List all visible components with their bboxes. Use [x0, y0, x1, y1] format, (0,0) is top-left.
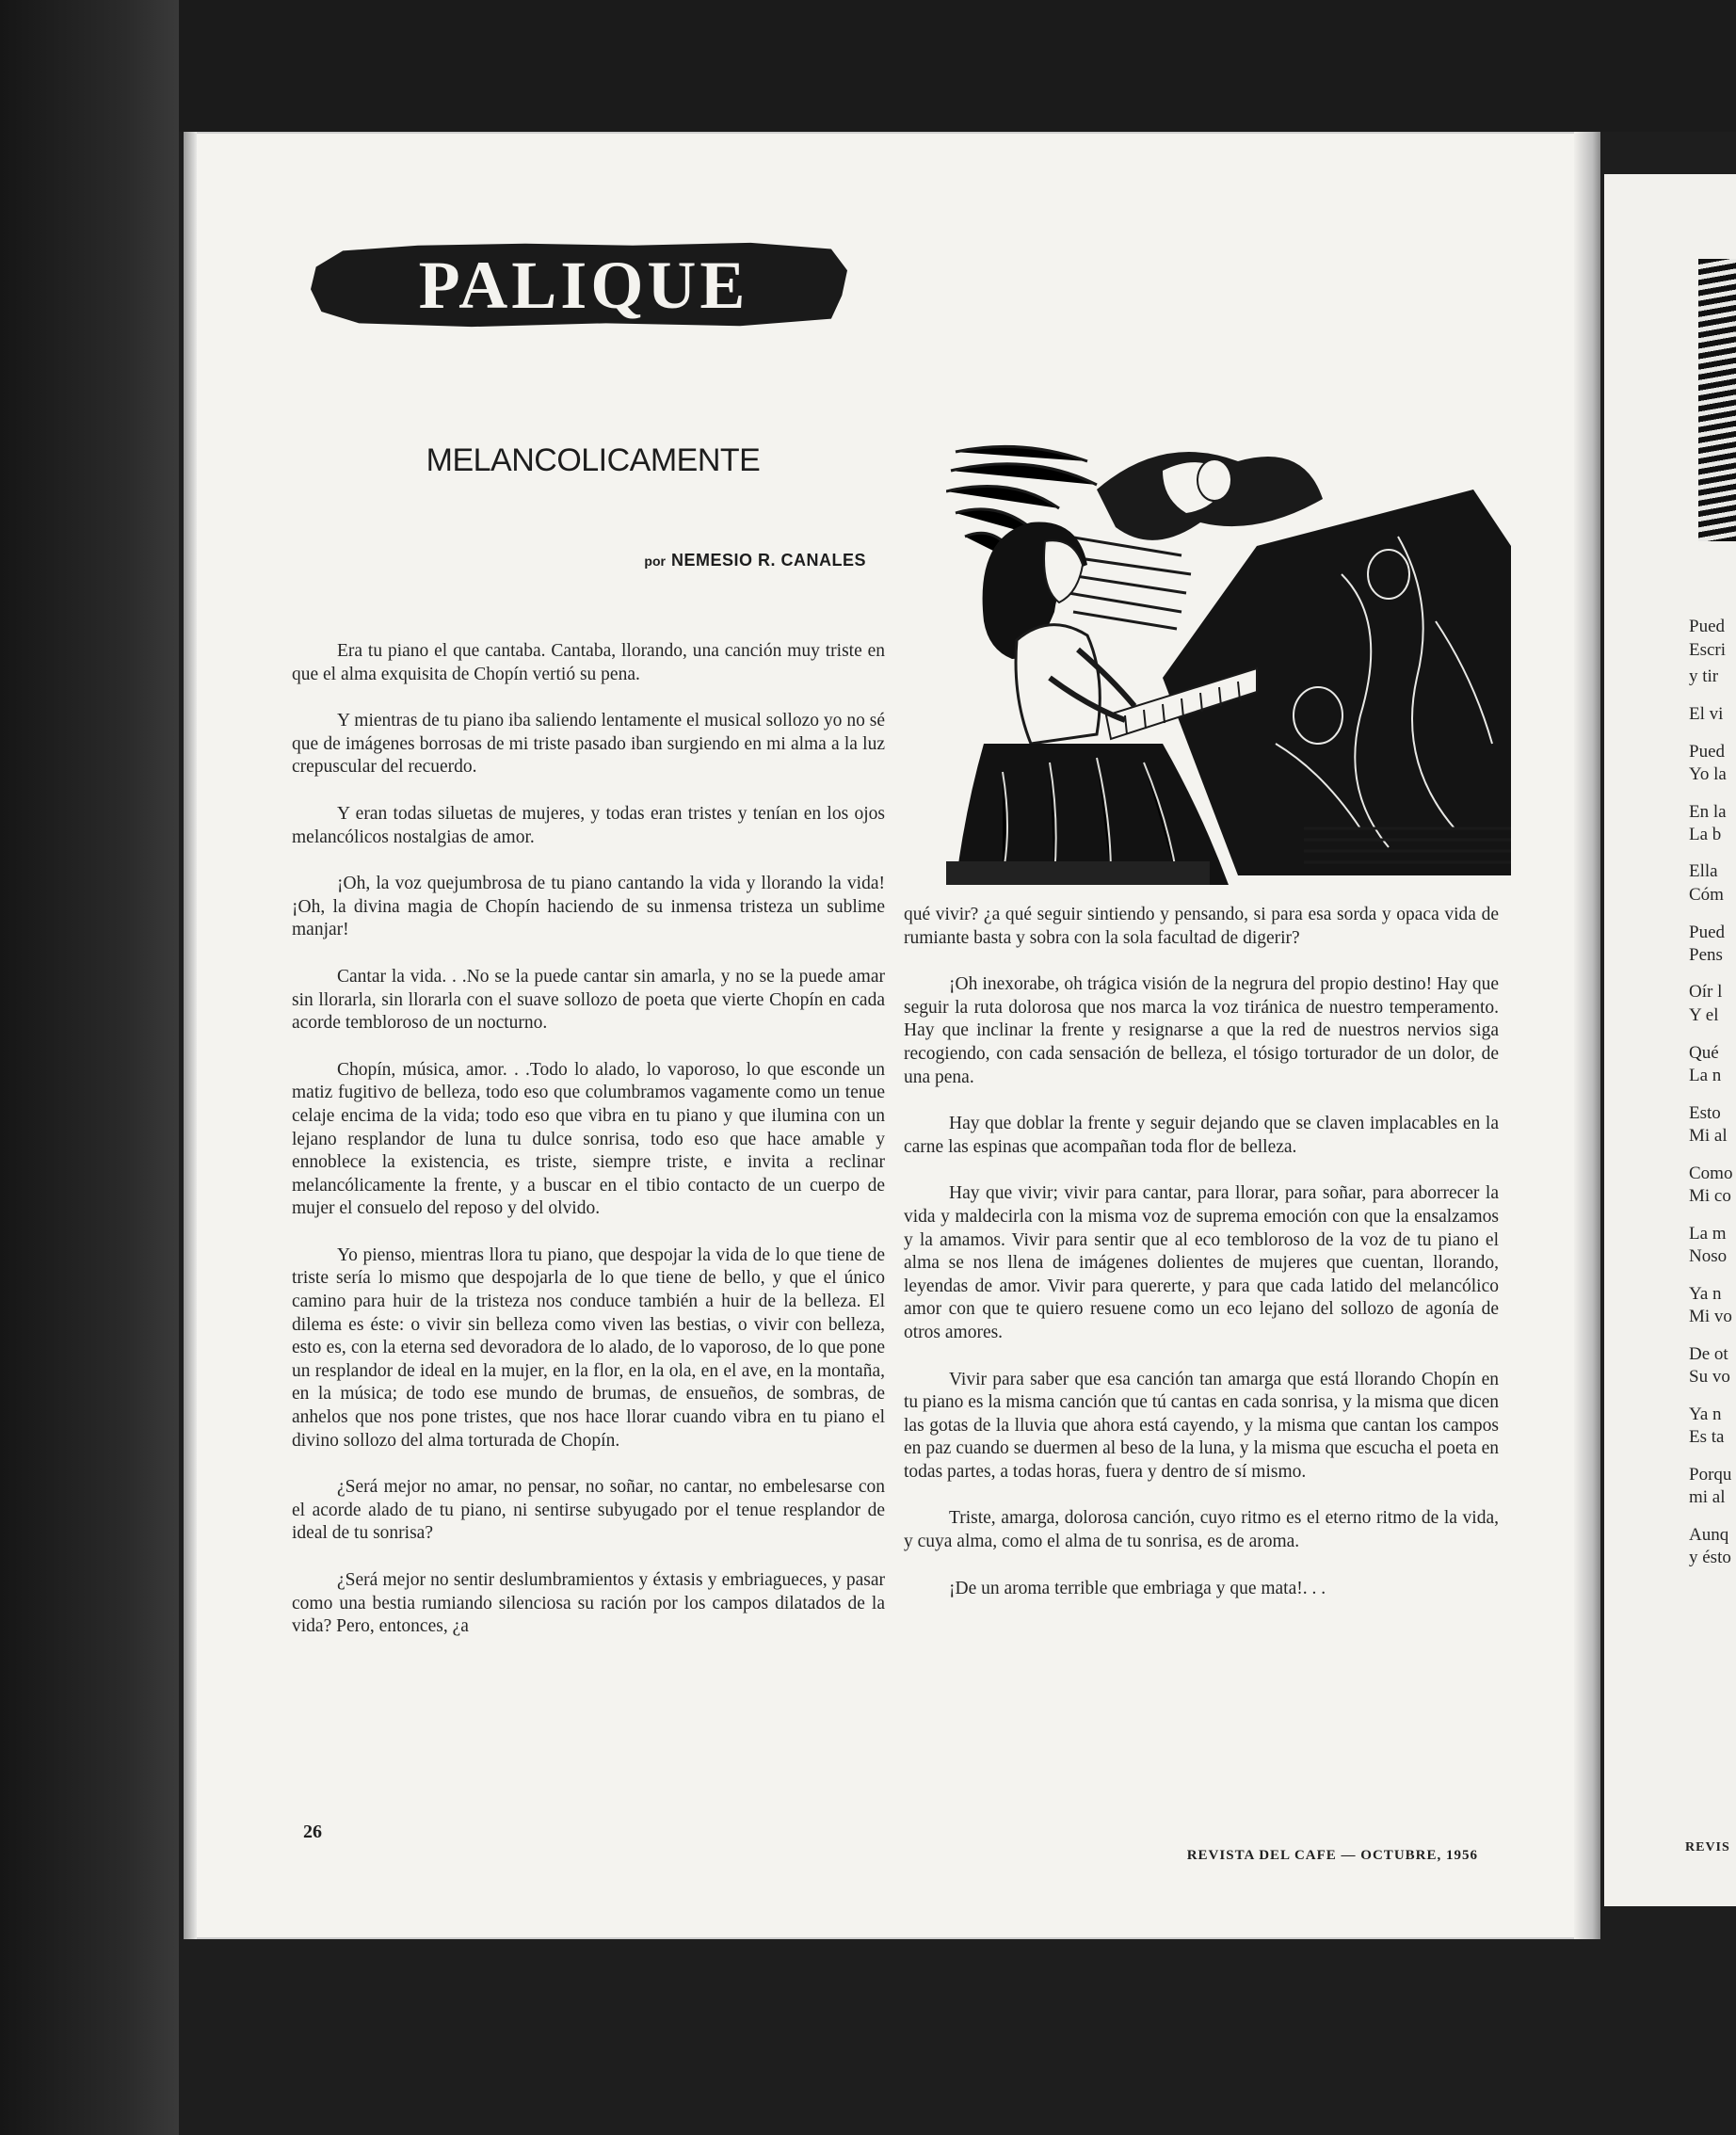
paragraph: Y mientras de tu piano iba saliendo lentamente el musical sollozo yo no sé que de imágenes borrosas de mi triste pasado iban surgiendo en mi alma a la luz crepuscular del recuerdo.	[292, 711, 885, 778]
paragraph: Y eran todas siluetas de mujeres, y todas eran tristes y tenían en los ojos melancólicos nostalgias de amor.	[292, 803, 885, 847]
running-footer: REVISTA DEL CAFE — OCTUBRE, 1956	[1186, 1848, 1478, 1863]
article-title: MELANCOLICAMENTE	[426, 442, 761, 478]
background-top	[0, 0, 1736, 132]
adjacent-text-fragment: Mi vo	[1689, 1307, 1732, 1326]
paragraph: Cantar la vida. . .No se la puede cantar sin amarla, y no se la puede amar sin llorarla, sin llorarla con el suave sollozo de poeta que vierte Chopín en cada acorde tembloroso de un nocturno.	[292, 966, 885, 1034]
adjacent-text-fragment: El vi	[1689, 704, 1724, 724]
adjacent-text-fragment: Ya n	[1689, 1284, 1722, 1304]
adjacent-text-fragment: Pued	[1689, 923, 1725, 942]
adjacent-text-fragment: mi al	[1689, 1487, 1726, 1507]
paragraph: ¡Oh, la voz quejumbrosa de tu piano cantando la vida y llorando la vida! ¡Oh, la divina magia de Chopín haciendo de su inmensa tristeza un sublime manjar!	[292, 874, 885, 940]
paragraph: Era tu piano el que cantaba. Cantaba, llorando, una canción muy triste en que el alma exquisita de Chopín vertió su pena.	[292, 641, 885, 684]
adjacent-text-fragment: Pued	[1689, 742, 1725, 762]
adjacent-illustration	[1698, 259, 1736, 541]
adjacent-text-fragment: Noso	[1689, 1246, 1728, 1266]
byline	[527, 551, 866, 570]
adjacent-text-fragment: De ot	[1689, 1344, 1728, 1364]
adjacent-text-fragment: En la	[1689, 802, 1727, 822]
adjacent-text-fragment: Aunq	[1689, 1525, 1729, 1545]
paragraph: Hay que vivir; vivir para cantar, para llorar, para soñar, para aborrecer la vida y maldecirla con la misma voz de suprema emoción con que la ensalzamos y la amamos. Vivir para sentir que al eco tembloroso de la voz de tu piano el alma se nos llena de imágenes dolientes de mujeres que cuentan, llorando, leyendas de amor. Vivir para quererte, y para que cada latido del melancólico amor con que te quiero resuene como un eco lejano del sollozo de agonía de otros amores.	[904, 1183, 1499, 1342]
adjacent-page	[1604, 174, 1736, 1906]
adjacent-text-fragment: Yo la	[1689, 764, 1727, 784]
binding-shadow	[0, 0, 179, 2135]
adjacent-text-fragment: Y el	[1689, 1005, 1719, 1025]
adjacent-text-fragment: Es ta	[1689, 1427, 1725, 1447]
adjacent-text-fragment: La b	[1689, 825, 1722, 844]
article-column-left	[292, 640, 885, 1662]
adjacent-text-fragment: Escri	[1689, 640, 1727, 660]
section-title: PALIQUE	[418, 248, 749, 323]
adjacent-text-fragment: Porqu	[1689, 1465, 1732, 1485]
adjacent-text-fragment: Pens	[1689, 945, 1723, 965]
paragraph: Vivir para saber que esa canción tan amarga que está llorando Chopín en tu piano es la misma canción que tú cantas en cada sonrisa, y la misma que dicen las gotas de la lluvia que ahora está cayendo, y la misma que cantan los campos en paz cuando se duermen al beso de la luna, y la misma que escucha el poeta en todas partes, a todas horas, fuera y dentro de sí mismo.	[904, 1369, 1499, 1482]
adjacent-text-fragment: Pued	[1689, 617, 1725, 636]
adjacent-text-fragment: Como	[1689, 1164, 1733, 1183]
adjacent-text-fragment: Cóm	[1689, 885, 1724, 905]
adjacent-text-fragment: Qué	[1689, 1043, 1719, 1063]
adjacent-text-fragment: Oír l	[1689, 982, 1723, 1002]
woodcut-illustration-pianist	[946, 433, 1520, 890]
paragraph: ¡De un aroma terrible que embriaga y que mata!. . .	[949, 1578, 1326, 1598]
adjacent-footer: REVIS	[1685, 1840, 1730, 1854]
paragraph: Triste, amarga, dolorosa canción, cuyo ritmo es el eterno ritmo de la vida, y cuya alma, como el alma de tu sonrisa, es de aroma.	[904, 1508, 1499, 1552]
byline-prefix: por	[644, 554, 666, 569]
adjacent-text-fragment: La m	[1689, 1224, 1727, 1244]
page-number: 26	[303, 1822, 322, 1842]
adjacent-text-fragment: Ya n	[1689, 1405, 1722, 1424]
paragraph: qué vivir? ¿a qué seguir sintiendo y pensando, si para esa sorda y opaca vida de rumiante basta y sobra con la sola facultad de digerir?	[904, 905, 1499, 948]
paragraph: ¿Será mejor no amar, no pensar, no soñar, no cantar, no embelesarse con el acorde alado de tu piano, ni sentirse subyugado por el tenue resplandor de ideal de tu sonrisa?	[292, 1477, 885, 1544]
adjacent-text-fragment: Ella	[1689, 861, 1718, 881]
paragraph: ¡Oh inexorabe, oh trágica visión de la negrura del propio destino! Hay que seguir la ruta dolorosa que nos marca la voz tiránica de nuestro temperamento. Hay que inclinar la frente y resignarse a que la red de nuestros nervios siga recogiendo, con cada sensación de belleza, el tósigo torturador de un dolor, de una pena.	[904, 974, 1499, 1087]
adjacent-text-fragment: y tir	[1689, 666, 1719, 686]
adjacent-text-fragment: Su vo	[1689, 1367, 1730, 1387]
paragraph: Chopín, música, amor. . .Todo lo alado, lo vaporoso, lo que esconde un matiz fugitivo de belleza, todo eso que columbramos vagamente como un tenue celaje encima de la vida; todo eso que vibra en tu piano y que ilumina con un lejano resplandor de luna tu dulce sonrisa, todo eso que hace amable y ennoblece la existencia, es triste, siempre triste, e invita a reclinar melancólicamente la frente, y a buscar en el tibio contacto de un cuerpo de mujer el consuelo del reposo y del olvido.	[292, 1059, 885, 1219]
paragraph: Yo pienso, mientras llora tu piano, que despojar la vida de lo que tiene de triste sería lo mismo que despojarla de lo que tiene de bello, y que el único camino para huir de la tristeza nos conduce también a huir de la belleza. El dilema es éste: o vivir sin belleza como viven las bestias, o vivir con belleza, esto es, con la eterna sed devoradora de lo alado, de lo vaporoso, de lo que pone un resplandor de ideal en la mujer, en la flor, en la ola, en el ave, en la montaña, en la música; de todo ese mundo de brumas, de ensueños, de sombras, de anhelos que nos pone tristes, que nos hace llorar cuando vibra en tu piano el divino sollozo del alma torturada de Chopín.	[292, 1244, 885, 1451]
adjacent-text-fragment: Mi al	[1689, 1126, 1728, 1146]
author-name: NEMESIO R. CANALES	[670, 551, 866, 570]
adjacent-text-fragment: y ésto	[1689, 1548, 1731, 1567]
paragraph: Hay que doblar la frente y seguir dejando que se claven implacables en la carne las espinas que acompañan toda flor de belleza.	[904, 1114, 1499, 1157]
adjacent-text-fragment: Esto	[1689, 1103, 1721, 1123]
adjacent-text-fragment: Mi co	[1689, 1186, 1731, 1206]
adjacent-text-fragment: La n	[1689, 1066, 1722, 1085]
article-column-right	[904, 904, 1499, 1624]
paragraph: ¿Será mejor no sentir deslumbramientos y éxtasis y embriagueces, y pasar como una bestia rumiando silenciosa su ración por los campos dilatados de la vida? Pero, entonces, ¿a	[292, 1570, 885, 1637]
